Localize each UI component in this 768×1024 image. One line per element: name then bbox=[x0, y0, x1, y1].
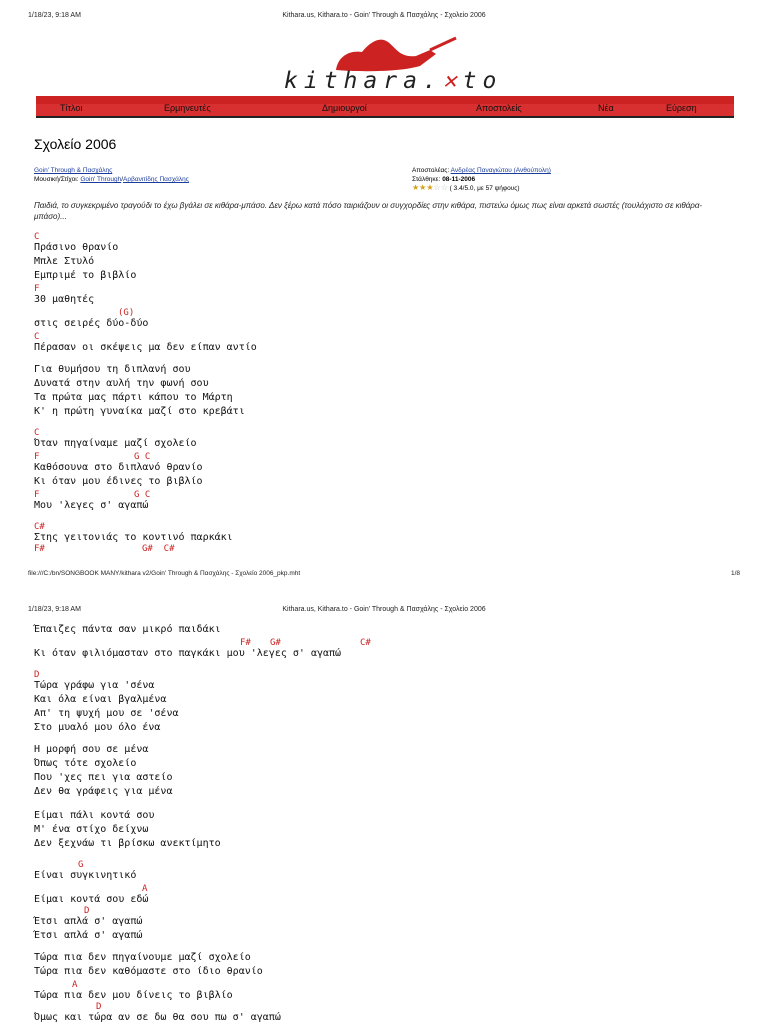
nav-titles[interactable]: Τίτλοι bbox=[60, 103, 83, 113]
lyric-line: Απ' τη ψυχή μου σε 'σένα bbox=[34, 708, 179, 719]
lyric-line: Πράσινο θρανίο bbox=[34, 242, 119, 253]
chord-line: F# G# C# bbox=[240, 638, 371, 648]
lyric-line: Είμαι κοντά σου εδώ bbox=[34, 894, 149, 905]
lyric-line: Έτσι απλά σ' αγαπώ bbox=[34, 916, 143, 927]
nav-new[interactable]: Νέα bbox=[598, 103, 614, 113]
lyric-line: Κι όταν μου έδινες το βιβλίο bbox=[34, 476, 203, 487]
song-meta-right bbox=[412, 166, 551, 193]
print-page-title: Kithara.us, Kithara.to - Goin' Through & Πασχάλης - Σχολείο 2006 bbox=[282, 12, 486, 19]
lyric-line: Δεν θα γράφεις για μένα bbox=[34, 786, 173, 797]
chord-line: (G) bbox=[118, 308, 135, 318]
lyric-line: Στο μυαλό μου όλο ένα bbox=[34, 722, 161, 733]
footer-path: file:///C:/bn/SONGBOOK MANY/kithara v2/Goin' Through & Πασχάλης - Σχολείο 2006_pkp.mht bbox=[28, 570, 301, 577]
chord-line: D bbox=[96, 1002, 102, 1012]
lyric-line: Δεν ξεχνάω τι βρίσκω ανεκτίμητο bbox=[34, 838, 221, 849]
lyric-line: Στης γειτονιάς το κοντινό παρκάκι bbox=[34, 532, 233, 543]
lyric-line: Είμαι πάλι κοντά σου bbox=[34, 810, 155, 821]
nav-creators[interactable]: Δημιουργοί bbox=[322, 103, 367, 113]
chord-extra: G# bbox=[270, 638, 281, 648]
nav-performers[interactable]: Ερμηνευτές bbox=[164, 103, 211, 113]
chord-line: A bbox=[142, 884, 148, 894]
lyric-line: Τα πρώτα μας πάρτι κάπου το Μάρτη bbox=[34, 392, 233, 403]
song-title: Σχολείο 2006 bbox=[34, 136, 117, 152]
print-page-title: Kithara.us, Kithara.to - Goin' Through & Πασχάλης - Σχολείο 2006 bbox=[282, 606, 486, 613]
chord-extra: C# bbox=[360, 638, 371, 648]
star-full-icon: ★ bbox=[426, 183, 434, 192]
main-nav bbox=[36, 96, 734, 118]
star-empty-icon: ☆ bbox=[433, 183, 441, 192]
logo-cross-icon: ✕ bbox=[442, 68, 463, 94]
lyric-line: Τώρα γράφω για 'σένα bbox=[34, 680, 155, 691]
chord-line: C# bbox=[34, 522, 45, 532]
star-empty-icon: ☆ bbox=[440, 183, 448, 192]
rating-stars[interactable] bbox=[412, 185, 448, 192]
chord-line: F# G# C# bbox=[34, 544, 175, 554]
lyric-line: Τώρα πια δεν μου δίνεις το βιβλίο bbox=[34, 990, 233, 1001]
chord-line: F bbox=[34, 284, 40, 294]
lyric-line: Που 'χες πει για αστείο bbox=[34, 772, 173, 783]
chord-line: F G C bbox=[34, 490, 151, 500]
lyric-line: Μου 'λεγες σ' αγαπώ bbox=[34, 500, 149, 511]
chord-extra: G C bbox=[134, 452, 151, 462]
lyric-line: Καθόσουνα στο διπλανό θρανίο bbox=[34, 462, 203, 473]
lyrics-link[interactable]: Αρβανιτίδης Πασχάλης bbox=[123, 176, 189, 183]
print-datetime: 1/18/23, 9:18 AM bbox=[28, 12, 81, 19]
chord-line: F G C bbox=[34, 452, 151, 462]
lyric-line: Μ' ένα στίχο δείχνω bbox=[34, 824, 149, 835]
intro-text: Παιδιά, το συγκεκριμένο τραγούδι το έχω βγάλει σε κιθάρα-μπάσο. Δεν ξέρω κατά πόσο ταιριάζουν οι συγχορδίες στην κιθάρα, πιστεύω όμως πως είναι αρκετά σωστές (τουλάχιστο σε κιθάρα-μπάσο)... bbox=[34, 201, 703, 221]
lyric-line: Όμως και τώρα αν σε δω θα σου πω σ' αγαπώ bbox=[34, 1012, 281, 1023]
lyric-line: στις σειρές δύο-δύο bbox=[34, 318, 149, 329]
site-logo-text bbox=[284, 68, 502, 94]
lyric-line: Τώρα πια δεν καθόμαστε στο ίδιο θρανίο bbox=[34, 966, 263, 977]
credits-label: Μουσική/Στίχοι: bbox=[34, 176, 79, 183]
lyric-line: Κι όταν φιλιόμασταν στο παγκάκι μου 'λεγες σ' αγαπώ bbox=[34, 648, 342, 659]
logo-prefix: kithara. bbox=[284, 68, 443, 94]
star-full-icon: ★ bbox=[412, 183, 420, 192]
song-meta-left: Goin' Through & Πασχάλης Μουσική/Στίχοι: Goin' Through/Αρβανιτίδης Πασχάλης bbox=[34, 167, 189, 183]
lyric-line: Και όλα είναι βγαλμένα bbox=[34, 694, 167, 705]
chord-line: D bbox=[34, 670, 40, 680]
music-link[interactable]: Goin' Through bbox=[80, 176, 122, 183]
chord-extra: G C bbox=[134, 490, 151, 500]
lyric-line: Εμπριμέ το βιβλίο bbox=[34, 270, 137, 281]
guitar-logo-icon bbox=[280, 32, 500, 72]
lyric-line: Μπλε Στυλό bbox=[34, 256, 95, 267]
posted-label: Στάλθηκε: bbox=[412, 176, 441, 183]
lyric-line: Όταν πηγαίναμε μαζί σχολείο bbox=[34, 438, 197, 449]
star-full-icon: ★ bbox=[419, 183, 427, 192]
chord-line: C bbox=[34, 332, 40, 342]
rating-text: ( 3.4/5.0, με 57 ψήφους) bbox=[449, 185, 520, 192]
nav-lower-band bbox=[36, 104, 734, 116]
lyric-line: Έπαιζες πάντα σαν μικρό παιδάκι bbox=[34, 624, 221, 635]
posted-date: 08-11-2006 bbox=[442, 176, 476, 183]
sender-label: Αποστολέας: bbox=[412, 167, 450, 174]
artists-link[interactable]: Goin' Through & Πασχάλης bbox=[34, 167, 113, 174]
chord-line: A bbox=[72, 980, 78, 990]
footer-page: 1/8 bbox=[730, 570, 740, 577]
site-logo[interactable] bbox=[280, 32, 503, 94]
chord-line: C bbox=[34, 232, 40, 242]
lyric-line: 30 μαθητές bbox=[34, 294, 95, 305]
nav-top-band bbox=[36, 96, 734, 104]
lyric-line: Για θυμήσου τη διπλανή σου bbox=[34, 364, 191, 375]
lyric-line: Δυνατά στην αυλή την φωνή σου bbox=[34, 378, 209, 389]
lyric-line: Έτσι απλά σ' αγαπώ bbox=[34, 930, 143, 941]
chord-line: C bbox=[34, 428, 40, 438]
chord-extra: G# C# bbox=[142, 544, 175, 554]
nav-search[interactable]: Εύρεση bbox=[666, 103, 697, 113]
print-datetime: 1/18/23, 9:18 AM bbox=[28, 606, 81, 613]
lyric-line: Πέρασαν οι σκέψεις μα δεν είπαν αντίο bbox=[34, 342, 257, 353]
lyric-line: Όπως τότε σχολείο bbox=[34, 758, 137, 769]
logo-suffix: to bbox=[462, 68, 503, 94]
chord-line: D bbox=[84, 906, 90, 916]
rating-row bbox=[412, 184, 551, 193]
lyric-line: Τώρα πια δεν πηγαίνουμε μαζί σχολείο bbox=[34, 952, 251, 963]
chord-line: G bbox=[78, 860, 84, 870]
sender-link[interactable]: Ανδρέας Παναγιώτου (Ανθούπολη) bbox=[450, 167, 551, 174]
lyric-line: Είναι συγκινητικό bbox=[34, 870, 137, 881]
nav-senders[interactable]: Αποστολείς bbox=[476, 103, 522, 113]
lyric-line: Κ' η πρώτη γυναίκα μαζί στο κρεβάτι bbox=[34, 406, 245, 417]
lyric-line: Η μορφή σου σε μένα bbox=[34, 744, 149, 755]
